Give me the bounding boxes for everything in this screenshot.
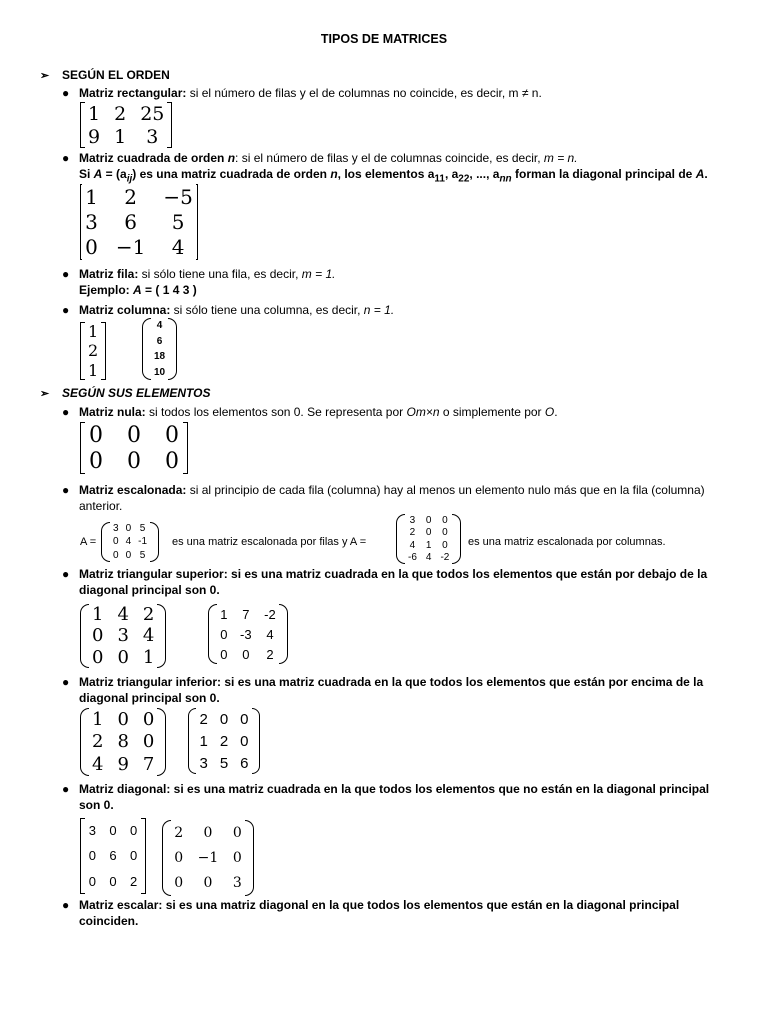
arrow-bullet-icon: ➢ bbox=[40, 388, 50, 400]
matrix-cell: 0 bbox=[220, 646, 228, 662]
matrix-cell: 5 bbox=[219, 754, 229, 772]
sub: nn bbox=[499, 173, 512, 185]
bullet-icon: ● bbox=[62, 782, 70, 796]
matrix-cell: 4 bbox=[266, 626, 274, 642]
item-echelon bbox=[62, 482, 722, 514]
matrix-cell: 3 bbox=[113, 523, 119, 535]
matrix-cell: 0 bbox=[242, 646, 250, 662]
matrix-cell: 18 bbox=[154, 351, 166, 363]
item-row bbox=[62, 266, 722, 298]
matrix-cell: 0 bbox=[442, 527, 448, 539]
bullet-icon: ● bbox=[62, 483, 70, 497]
item-lower-triangular bbox=[62, 674, 722, 706]
matrix-cell: −5 bbox=[163, 184, 193, 209]
notation: O bbox=[544, 405, 555, 419]
matrix-cell: 9 bbox=[88, 125, 101, 148]
matrix-cell: 0 bbox=[109, 873, 117, 889]
text: , a bbox=[444, 167, 459, 181]
bracket-left bbox=[80, 708, 89, 776]
matrix-rectangular bbox=[80, 102, 172, 148]
bracket-right bbox=[183, 422, 188, 474]
matrix-cell: 4 bbox=[117, 604, 129, 626]
matrix-cell: 2 bbox=[130, 873, 138, 889]
item-square bbox=[62, 150, 722, 187]
bullet-icon: ● bbox=[62, 267, 70, 281]
matrix-diagonal-1 bbox=[80, 818, 146, 894]
matrix-cell: 0 bbox=[130, 823, 138, 839]
matrix-column-1 bbox=[80, 322, 106, 380]
matrix-cell: 0 bbox=[425, 514, 432, 526]
matrix-cell: 4 bbox=[425, 552, 432, 564]
matrix-cell: 0 bbox=[117, 646, 129, 668]
matrix-cell: 2 bbox=[92, 731, 104, 753]
definition: si es una matriz cuadrada en la que todos los elementos que están por debajo de la diagonal principal son 0. bbox=[79, 567, 708, 597]
bracket-left bbox=[80, 604, 89, 668]
bullet-icon: ● bbox=[62, 567, 70, 581]
item-rectangular bbox=[62, 85, 722, 101]
matrix-cell: 7 bbox=[142, 754, 155, 776]
bracket-right bbox=[157, 708, 166, 776]
sub: 11 bbox=[434, 173, 445, 185]
bracket-left bbox=[188, 708, 196, 774]
matrix-cell: 0 bbox=[425, 527, 432, 539]
bullet-icon: ● bbox=[62, 303, 70, 317]
section-heading-elements bbox=[40, 386, 210, 400]
matrix-lower-2 bbox=[188, 708, 260, 774]
matrix-cell: 0 bbox=[174, 849, 184, 866]
matrix-cell: 0 bbox=[142, 731, 155, 753]
matrix-cell: 0 bbox=[130, 848, 138, 864]
matrix-cell: 0 bbox=[220, 626, 228, 642]
matrix-diagonal-2 bbox=[162, 820, 254, 896]
matrix-cell: 4 bbox=[142, 625, 155, 647]
matrix-cell: 1 bbox=[88, 360, 99, 380]
definition: o simplemente por bbox=[439, 405, 545, 419]
bracket-right bbox=[252, 708, 260, 774]
matrix-cell: -2 bbox=[264, 606, 276, 622]
matrix-cell: 1 bbox=[199, 732, 208, 750]
matrix-echelon-rows bbox=[101, 522, 159, 562]
matrix-cell: 0 bbox=[165, 422, 179, 448]
bracket-right bbox=[196, 184, 198, 260]
item-scalar bbox=[62, 897, 722, 929]
matrix-cell: 3 bbox=[232, 875, 242, 892]
matrix-cell: 0 bbox=[203, 875, 213, 892]
matrix-cell: 6 bbox=[240, 754, 249, 772]
matrix-cell: 1 bbox=[92, 604, 104, 626]
term: Matriz fila: bbox=[79, 267, 139, 281]
matrix-echelon-columns bbox=[396, 514, 461, 564]
matrix-cell: 0 bbox=[89, 448, 103, 474]
sub: 22 bbox=[458, 173, 470, 185]
matrix-cell: 0 bbox=[219, 710, 229, 728]
matrix-cell: 4 bbox=[125, 536, 132, 548]
matrix-cell: 5 bbox=[139, 523, 146, 535]
equation: n = 1. bbox=[363, 303, 395, 317]
matrix-cell: 2 bbox=[114, 102, 127, 125]
matrix-cell: 0 bbox=[232, 849, 242, 866]
arrow-bullet-icon: ➢ bbox=[40, 70, 50, 82]
bracket-right bbox=[245, 820, 254, 896]
section-label: SEGÚN EL ORDEN bbox=[62, 68, 170, 82]
matrix-cell: 1 bbox=[88, 322, 99, 342]
var: A bbox=[133, 283, 142, 297]
bracket-right bbox=[101, 322, 106, 380]
matrix-cell: 0 bbox=[113, 536, 119, 548]
matrix-cell: 3 bbox=[409, 514, 416, 526]
matrix-cell: 0 bbox=[127, 422, 141, 448]
matrix-cell: 4 bbox=[156, 320, 163, 332]
term: Matriz rectangular: bbox=[79, 86, 187, 100]
term: Matriz escalonada: bbox=[79, 483, 187, 497]
matrix-cell: 0 bbox=[174, 875, 184, 892]
matrix-cell: 0 bbox=[92, 646, 104, 668]
matrix-cell: -3 bbox=[240, 626, 252, 642]
bracket-right bbox=[141, 818, 146, 894]
var: A bbox=[93, 167, 103, 181]
notation: Om×n bbox=[406, 405, 440, 419]
definition: si el número de filas y el de columnas no coincide, es decir, m ≠ n. bbox=[186, 86, 542, 100]
matrix-cell: 3 bbox=[85, 209, 98, 234]
matrix-cell: 0 bbox=[85, 235, 98, 260]
definition: si sólo tiene una fila, es decir, bbox=[138, 267, 302, 281]
sub: ij bbox=[126, 173, 133, 185]
matrix-cell: 0 bbox=[88, 848, 96, 864]
matrix-cell: 0 bbox=[89, 422, 103, 448]
matrix-cell: 0 bbox=[240, 710, 249, 728]
definition: . bbox=[554, 405, 558, 419]
matrix-cell: 10 bbox=[154, 366, 166, 378]
section-label: SEGÚN SUS ELEMENTOS bbox=[62, 386, 211, 400]
matrix-cell: 0 bbox=[142, 708, 155, 730]
matrix-cell: -6 bbox=[408, 552, 417, 564]
example-label: Ejemplo: bbox=[79, 283, 134, 297]
section-heading-order bbox=[40, 68, 170, 82]
matrix-cell: 2 bbox=[409, 527, 416, 539]
matrix-null bbox=[80, 422, 188, 474]
matrix-cell: 0 bbox=[117, 708, 129, 730]
bullet-icon: ● bbox=[62, 405, 70, 419]
page-title: TIPOS DE MATRICES bbox=[320, 32, 448, 46]
item-diagonal bbox=[62, 781, 722, 813]
matrix-lower-1 bbox=[80, 708, 166, 776]
matrix-cell: 5 bbox=[139, 549, 146, 561]
matrix-cell: 1 bbox=[85, 184, 98, 209]
term: Matriz columna: bbox=[79, 303, 171, 317]
var: n bbox=[330, 167, 338, 181]
var-n: n bbox=[227, 151, 236, 165]
text: , ..., a bbox=[469, 167, 500, 181]
matrix-cell: 6 bbox=[124, 209, 137, 234]
bracket-right bbox=[157, 604, 166, 668]
matrix-cell: 2 bbox=[142, 604, 155, 626]
matrix-cell: 2 bbox=[174, 824, 184, 841]
text: Si bbox=[79, 167, 94, 181]
matrix-cell: 0 bbox=[240, 732, 249, 750]
matrix-cell: 25 bbox=[140, 102, 165, 125]
bullet-icon: ● bbox=[62, 86, 70, 100]
bullet-icon: ● bbox=[62, 151, 70, 165]
definition: si sólo tiene una columna, es decir, bbox=[170, 303, 364, 317]
matrix-cell: 5 bbox=[171, 209, 185, 234]
bullet-icon: ● bbox=[62, 675, 70, 689]
matrix-square bbox=[80, 184, 198, 260]
matrix-cell: 4 bbox=[409, 539, 416, 551]
definition: si es una matriz diagonal en la que todos los elementos que están en la diagonal principal coinciden. bbox=[79, 898, 680, 928]
matrix-cell: 0 bbox=[127, 448, 141, 474]
bracket-right bbox=[452, 514, 461, 564]
matrix-cell: 7 bbox=[242, 606, 250, 622]
matrix-upper-1 bbox=[80, 604, 166, 668]
bracket-right bbox=[167, 102, 172, 148]
matrix-cell: 9 bbox=[117, 754, 129, 776]
matrix-column-2 bbox=[142, 318, 177, 380]
matrix-cell: −1 bbox=[115, 235, 146, 260]
matrix-cell: 0 bbox=[232, 824, 242, 841]
matrix-upper-2 bbox=[208, 604, 288, 664]
equation: m = n. bbox=[543, 151, 578, 165]
matrix-cell: 0 bbox=[442, 514, 448, 526]
matrix-cell: 2 bbox=[219, 732, 229, 750]
matrix-cell: 2 bbox=[124, 184, 137, 209]
matrix-cell: 6 bbox=[109, 848, 117, 864]
var: A bbox=[695, 167, 705, 181]
bracket-left bbox=[101, 522, 110, 562]
echelon-A-label: A = bbox=[80, 536, 97, 548]
matrix-cell: 4 bbox=[92, 754, 104, 776]
definition: : si el número de filas y el de columnas coincide, es decir, bbox=[235, 151, 544, 165]
example: = ( 1 4 3 ) bbox=[141, 283, 197, 297]
matrix-cell: 3 bbox=[88, 823, 96, 839]
term: Matriz nula: bbox=[79, 405, 146, 419]
matrix-cell: 0 bbox=[165, 448, 179, 474]
text: ) es una matriz cuadrada de orden bbox=[132, 167, 331, 181]
bracket-left bbox=[396, 514, 405, 564]
bracket-right bbox=[150, 522, 159, 562]
matrix-cell: 2 bbox=[266, 646, 274, 662]
matrix-cell: -2 bbox=[440, 552, 450, 564]
text: . bbox=[704, 167, 708, 181]
matrix-cell: 1 bbox=[220, 606, 228, 622]
definition: si es una matriz cuadrada en la que todos los elementos que están por encima de la diagonal principal son 0. bbox=[79, 675, 704, 705]
matrix-cell: 2 bbox=[88, 341, 99, 361]
matrix-cell: 6 bbox=[156, 335, 163, 347]
matrix-cell: 0 bbox=[442, 539, 448, 551]
matrix-cell: 3 bbox=[199, 754, 208, 772]
item-upper-triangular bbox=[62, 566, 722, 598]
item-null bbox=[62, 404, 722, 420]
matrix-cell: 1 bbox=[425, 539, 432, 551]
echelon-mid-text: es una matriz escalonada por filas y A = bbox=[172, 536, 367, 548]
bracket-left bbox=[142, 318, 151, 380]
term: Matriz escalar: bbox=[79, 898, 163, 912]
matrix-cell: 0 bbox=[125, 523, 132, 535]
text: , los elementos a bbox=[337, 167, 435, 181]
matrix-cell: 8 bbox=[117, 731, 129, 753]
matrix-cell: 3 bbox=[146, 125, 159, 148]
matrix-cell: 0 bbox=[203, 824, 213, 841]
term: Matriz triangular superior: bbox=[79, 567, 228, 581]
matrix-cell: −1 bbox=[197, 849, 219, 866]
bracket-right bbox=[168, 318, 177, 380]
text: = (a bbox=[102, 167, 127, 181]
definition: si es una matriz cuadrada en la que todos los elementos que no están en la diagonal principal son 0. bbox=[79, 782, 710, 812]
matrix-cell: 3 bbox=[117, 625, 129, 647]
matrix-cell: 1 bbox=[88, 102, 101, 125]
matrix-cell: 0 bbox=[88, 873, 96, 889]
definition: si al principio de cada fila (columna) hay al menos un elemento nulo más que en la fila (columna) anterior. bbox=[79, 483, 705, 513]
matrix-cell: 1 bbox=[114, 125, 127, 148]
definition: si todos los elementos son 0. Se representa por bbox=[145, 405, 407, 419]
matrix-cell: 0 bbox=[125, 549, 132, 561]
bullet-icon: ● bbox=[62, 898, 70, 912]
echelon-end-text: es una matriz escalonada por columnas. bbox=[468, 536, 666, 548]
term: Matriz diagonal: bbox=[79, 782, 171, 796]
bracket-left bbox=[162, 820, 171, 896]
matrix-cell: 1 bbox=[142, 646, 155, 668]
matrix-cell: -1 bbox=[138, 536, 148, 548]
text: forman la diagonal principal de bbox=[511, 167, 696, 181]
term: Matriz cuadrada de orden bbox=[79, 151, 228, 165]
bracket-left bbox=[208, 604, 217, 664]
matrix-cell: 0 bbox=[113, 549, 119, 561]
item-column bbox=[62, 302, 722, 318]
bracket-right bbox=[279, 604, 288, 664]
equation: m = 1. bbox=[301, 267, 336, 281]
term: Matriz triangular inferior: bbox=[79, 675, 222, 689]
matrix-cell: 4 bbox=[171, 235, 185, 260]
matrix-cell: 0 bbox=[109, 823, 117, 839]
matrix-cell: 2 bbox=[199, 710, 208, 728]
matrix-cell: 1 bbox=[92, 708, 104, 730]
matrix-cell: 0 bbox=[92, 625, 104, 647]
